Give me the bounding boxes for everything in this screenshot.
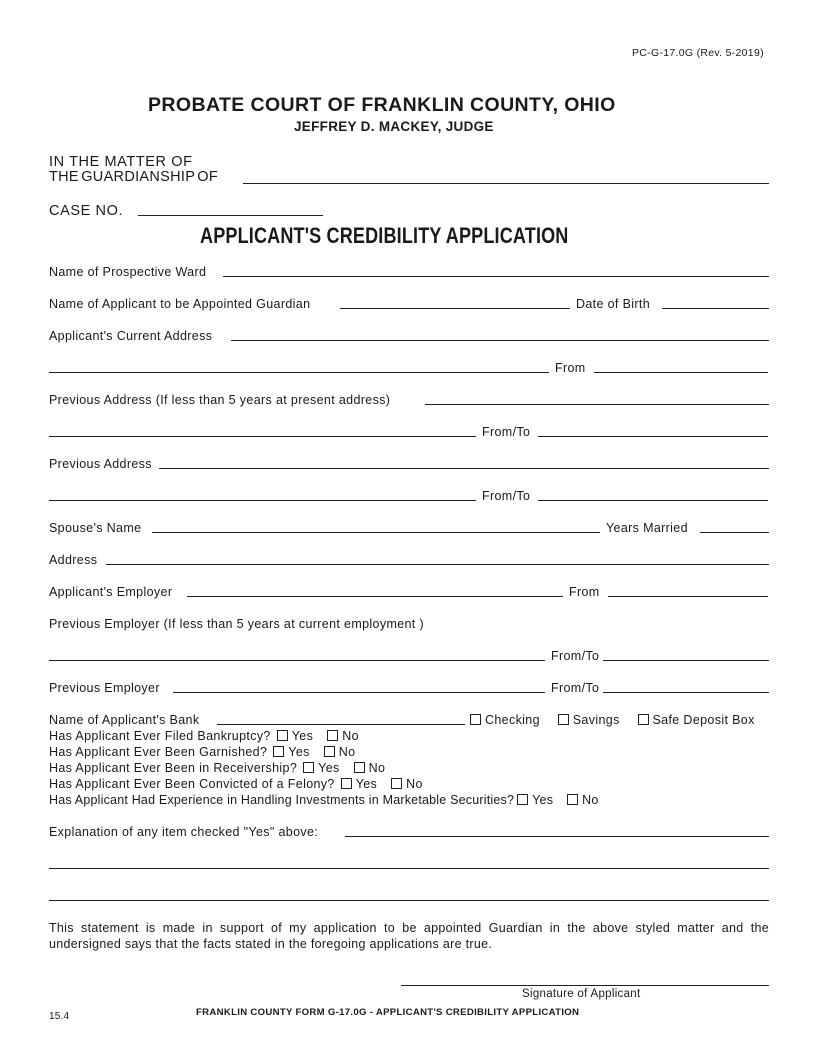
prev-address-1-fromto-field[interactable]: [538, 436, 768, 437]
prev-employer-2-fromto-label: From/To: [551, 681, 600, 695]
address-field[interactable]: [106, 564, 769, 565]
savings-label: Savings: [572, 713, 620, 727]
question-text: Has Applicant Ever Been Convicted of a Felony?: [49, 777, 335, 791]
felony-yes-checkbox[interactable]: [341, 778, 352, 789]
question-receivership: [49, 761, 385, 775]
employer-field[interactable]: [187, 596, 563, 597]
question-text: Has Applicant Ever Been in Receivership?: [49, 761, 298, 775]
ward-field[interactable]: [223, 276, 769, 277]
address-label: Address: [49, 553, 98, 567]
bank-label: Name of Applicant's Bank: [49, 713, 200, 727]
employer-from-field[interactable]: [608, 596, 768, 597]
prev-employer-1-field[interactable]: [49, 660, 545, 661]
court-name: PROBATE COURT OF FRANKLIN COUNTY, OHIO: [148, 94, 616, 116]
bankruptcy-no-checkbox[interactable]: [327, 730, 338, 741]
account-types: [467, 713, 755, 727]
yes-label: Yes: [291, 729, 314, 743]
garnished-yes-checkbox[interactable]: [273, 746, 284, 757]
statement: This statement is made in support of my application to be appointed Guardian in the above styled matter and the undersigned says that the facts stated in the foregoing applications are true.: [49, 921, 769, 951]
checking-label: Checking: [485, 713, 540, 727]
spouse-field[interactable]: [152, 532, 600, 533]
checking-checkbox[interactable]: [470, 714, 481, 725]
years-married-field[interactable]: [700, 532, 769, 533]
yes-label: Yes: [288, 745, 310, 759]
yes-label: Yes: [318, 761, 340, 775]
garnished-no-checkbox[interactable]: [324, 746, 335, 757]
matter-line-2: THE GUARDIANSHIP OF: [49, 169, 219, 185]
no-label: No: [342, 729, 359, 743]
prev-address-2-field[interactable]: [159, 468, 769, 469]
judge-name: JEFFREY D. MACKEY, JUDGE: [294, 119, 494, 134]
form-title: APPLICANT'S CREDIBILITY APPLICATION: [200, 223, 569, 248]
applicant-field[interactable]: [340, 308, 570, 309]
bank-field[interactable]: [217, 724, 465, 725]
prev-employer-1-fromto-label: From/To: [551, 649, 600, 663]
no-label: No: [406, 777, 423, 791]
question-investments: [49, 793, 599, 807]
bankruptcy-yes-checkbox[interactable]: [277, 730, 288, 741]
prev-address-1-fromto-label: From/To: [482, 425, 531, 439]
dob-label: Date of Birth: [576, 297, 651, 311]
years-married-label: Years Married: [606, 521, 688, 535]
no-label: No: [338, 745, 356, 759]
prev-address-1-line-2[interactable]: [49, 436, 476, 437]
no-label: No: [582, 793, 599, 807]
prev-employer-1-fromto-field[interactable]: [603, 660, 769, 661]
current-address-line-2[interactable]: [49, 372, 549, 373]
signature-field[interactable]: [401, 985, 769, 986]
case-no-label: CASE NO.: [49, 203, 124, 219]
felony-no-checkbox[interactable]: [391, 778, 402, 789]
current-address-label: Applicant's Current Address: [49, 329, 213, 343]
receivership-yes-checkbox[interactable]: [303, 762, 314, 773]
prev-employer-1-label: Previous Employer (If less than 5 years at current employment ): [49, 617, 424, 631]
explanation-line-2[interactable]: [49, 868, 769, 869]
question-garnished: [49, 745, 355, 759]
prev-address-2-fromto-label: From/To: [482, 489, 531, 503]
applicant-label: Name of Applicant to be Appointed Guardian: [49, 297, 311, 311]
guardianship-of-field[interactable]: [243, 183, 769, 184]
prev-address-2-label: Previous Address: [49, 457, 152, 471]
current-from-label: From: [555, 361, 586, 375]
prev-employer-2-fromto-field[interactable]: [603, 692, 769, 693]
case-no-field[interactable]: [138, 215, 323, 216]
prev-address-2-line-2[interactable]: [49, 500, 476, 501]
yes-label: Yes: [355, 777, 378, 791]
prev-address-1-label: Previous Address (If less than 5 years at present address): [49, 393, 391, 407]
savings-checkbox[interactable]: [558, 714, 569, 725]
question-text: Has Applicant Ever Been Garnished?: [49, 745, 268, 759]
safe-deposit-label: Safe Deposit Box: [652, 713, 755, 727]
prev-employer-2-label: Previous Employer: [49, 681, 160, 695]
prev-address-1-field[interactable]: [425, 404, 769, 405]
question-text: Has Applicant Ever Filed Bankruptcy?: [49, 729, 271, 743]
dob-field[interactable]: [662, 308, 769, 309]
no-label: No: [368, 761, 386, 775]
ward-label: Name of Prospective Ward: [49, 265, 207, 279]
investments-yes-checkbox[interactable]: [517, 794, 528, 805]
explanation-label: Explanation of any item checked "Yes" above:: [49, 825, 319, 839]
prev-employer-2-field[interactable]: [173, 692, 545, 693]
spouse-label: Spouse's Name: [49, 521, 142, 535]
form-id: PC-G-17.0G (Rev. 5-2019): [632, 47, 764, 59]
prev-address-2-fromto-field[interactable]: [538, 500, 768, 501]
footer-title: FRANKLIN COUNTY FORM G-17.0G - APPLICANT'S CREDIBILITY APPLICATION: [196, 1007, 580, 1018]
question-text: Has Applicant Had Experience in Handling Investments in Marketable Securities?: [49, 793, 515, 807]
page-number: 15.4: [49, 1011, 70, 1022]
yes-label: Yes: [532, 793, 554, 807]
signature-label: Signature of Applicant: [522, 988, 641, 1000]
question-felony: [49, 777, 423, 791]
safe-deposit-checkbox[interactable]: [638, 714, 649, 725]
employer-label: Applicant's Employer: [49, 585, 173, 599]
receivership-no-checkbox[interactable]: [354, 762, 365, 773]
explanation-line-3[interactable]: [49, 900, 769, 901]
question-bankruptcy: [49, 729, 359, 743]
current-from-field[interactable]: [594, 372, 768, 373]
investments-no-checkbox[interactable]: [567, 794, 578, 805]
explanation-field[interactable]: [345, 836, 769, 837]
current-address-field[interactable]: [231, 340, 769, 341]
matter-line-1: IN THE MATTER OF: [49, 154, 193, 170]
employer-from-label: From: [569, 585, 600, 599]
